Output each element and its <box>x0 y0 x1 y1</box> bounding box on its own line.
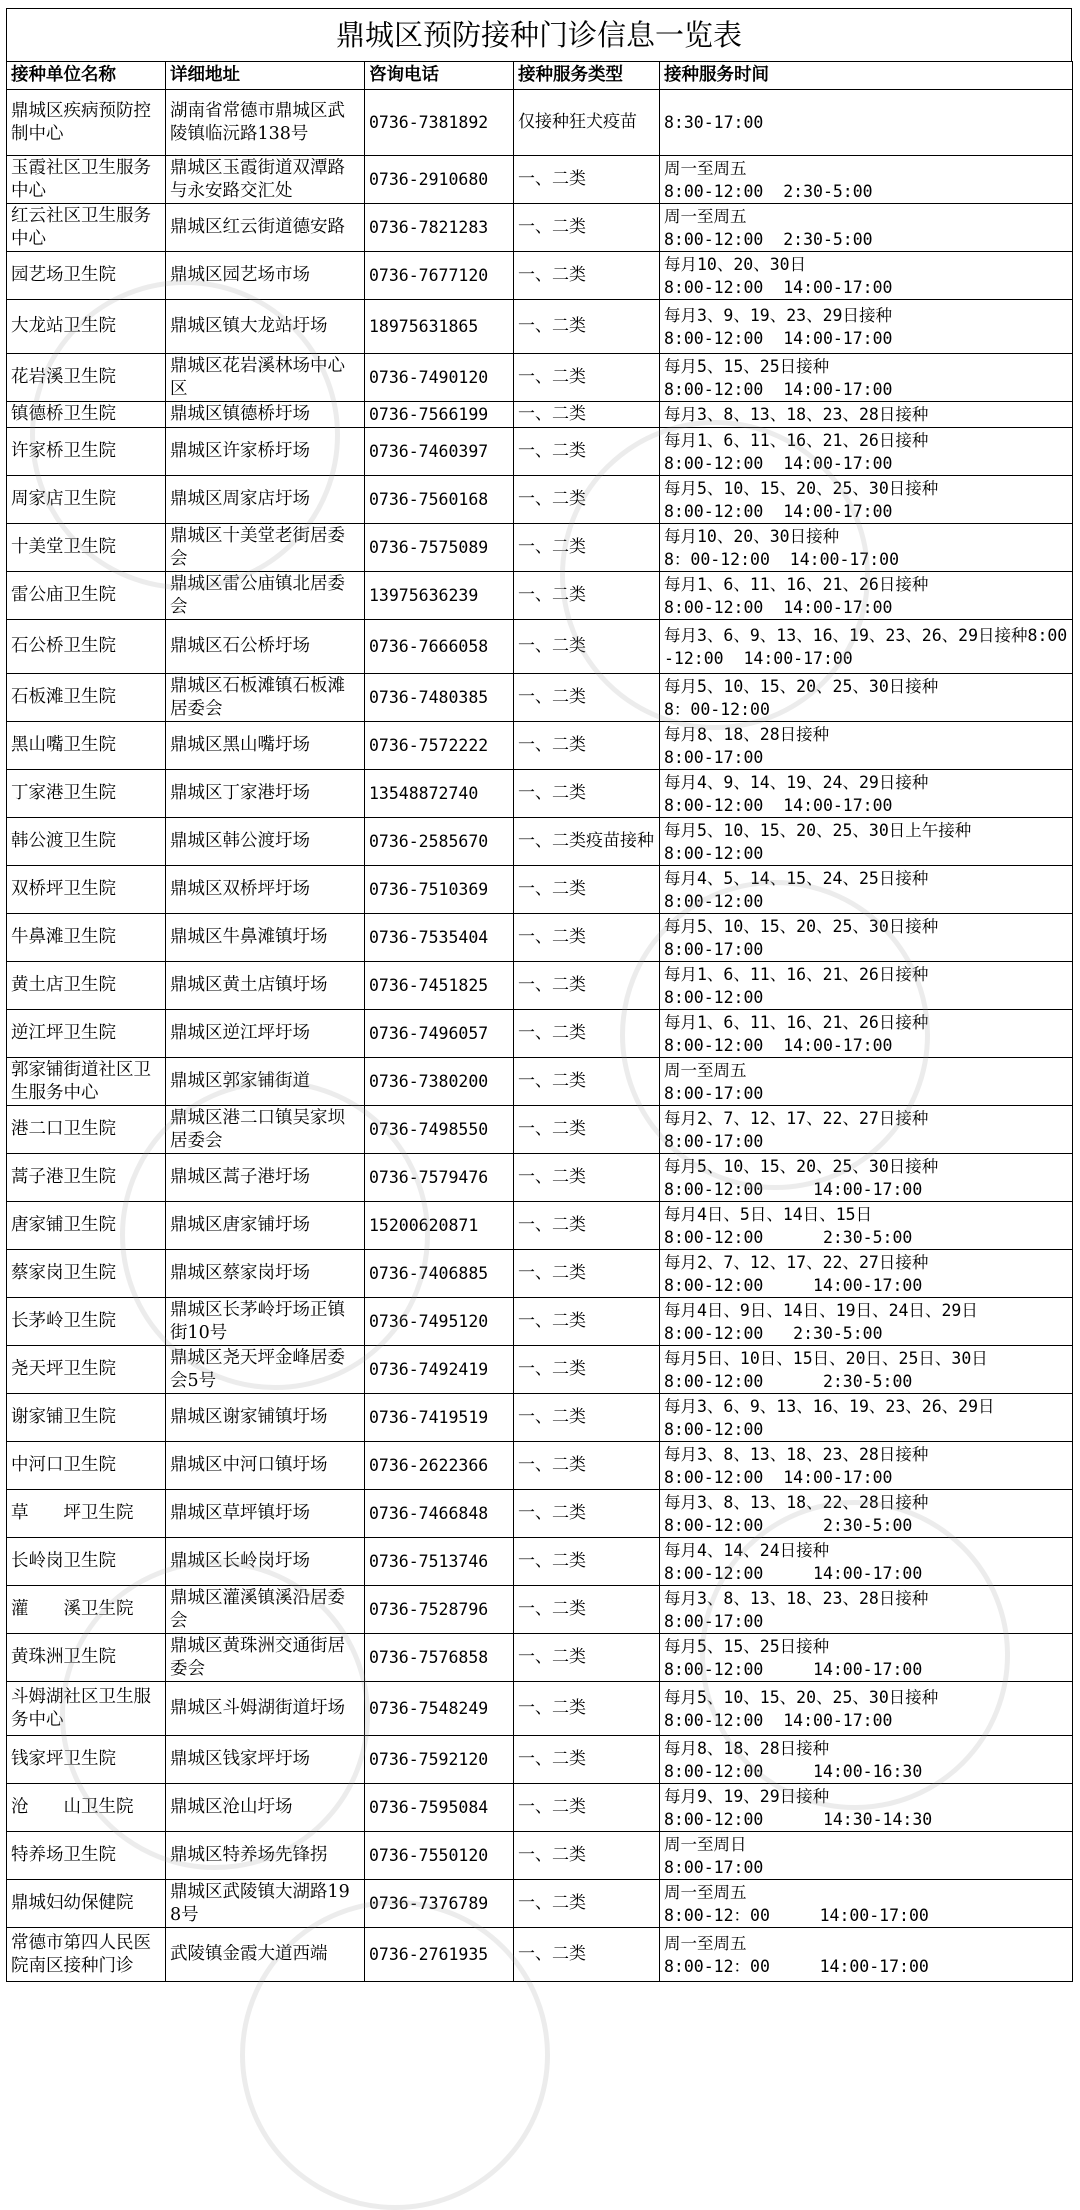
cell-name: 雷公庙卫生院 <box>7 572 166 620</box>
cell-time: 每月1、6、11、16、21、26日接种 8:00-12:00 14:00-17:00 <box>660 572 1073 620</box>
cell-phone: 0736-2585670 <box>365 818 514 866</box>
cell-type: 一、二类 <box>514 674 660 722</box>
table-row <box>7 1880 1073 1928</box>
table-row <box>7 1106 1073 1154</box>
cell-name: 大龙站卫生院 <box>7 300 166 354</box>
cell-name: 尧天坪卫生院 <box>7 1346 166 1394</box>
table-row <box>7 722 1073 770</box>
cell-type: 一、二类 <box>514 1634 660 1682</box>
cell-time: 8:30-17:00 <box>660 90 1073 156</box>
cell-type: 一、二类 <box>514 1490 660 1538</box>
cell-name: 长岭岗卫生院 <box>7 1538 166 1586</box>
cell-address: 鼎城区沧山圩场 <box>166 1784 365 1832</box>
cell-time: 每月3、9、19、23、29日接种 8:00-12:00 14:00-17:00 <box>660 300 1073 354</box>
cell-address: 鼎城区丁家港圩场 <box>166 770 365 818</box>
table-row <box>7 402 1073 428</box>
cell-type: 一、二类 <box>514 1154 660 1202</box>
cell-address: 鼎城区黄珠洲交通街居委会 <box>166 1634 365 1682</box>
cell-type: 一、二类 <box>514 1298 660 1346</box>
cell-address: 鼎城区黄土店镇圩场 <box>166 962 365 1010</box>
page-title: 鼎城区预防接种门诊信息一览表 <box>6 8 1072 61</box>
cell-phone: 0736-7406885 <box>365 1250 514 1298</box>
cell-time: 每月3、8、13、18、23、28日接种 8:00-12:00 14:00-17:00 <box>660 1442 1073 1490</box>
cell-phone: 0736-7460397 <box>365 428 514 476</box>
cell-phone: 15200620871 <box>365 1202 514 1250</box>
cell-time: 每月4、14、24日接种 8:00-12:00 14:00-17:00 <box>660 1538 1073 1586</box>
cell-type: 一、二类 <box>514 1346 660 1394</box>
table-row <box>7 1832 1073 1880</box>
cell-type: 一、二类 <box>514 300 660 354</box>
cell-address: 鼎城区草坪镇圩场 <box>166 1490 365 1538</box>
table-row <box>7 620 1073 674</box>
cell-phone: 0736-7575089 <box>365 524 514 572</box>
cell-time: 周一至周五 8:00-12:00 2:30-5:00 <box>660 204 1073 252</box>
cell-address: 鼎城区镇大龙站圩场 <box>166 300 365 354</box>
cell-name: 特养场卫生院 <box>7 1832 166 1880</box>
cell-name: 许家桥卫生院 <box>7 428 166 476</box>
cell-address: 鼎城区蔡家岗圩场 <box>166 1250 365 1298</box>
cell-time: 每月1、6、11、16、21、26日接种 8:00-12:00 <box>660 962 1073 1010</box>
cell-type: 一、二类 <box>514 428 660 476</box>
cell-address: 鼎城区双桥坪圩场 <box>166 866 365 914</box>
cell-time: 每月5日、10日、15日、20日、25日、30日 8:00-12:00 2:30-5:00 <box>660 1346 1073 1394</box>
cell-name: 花岩溪卫生院 <box>7 354 166 402</box>
cell-address: 鼎城区钱家坪圩场 <box>166 1736 365 1784</box>
cell-address: 鼎城区许家桥圩场 <box>166 428 365 476</box>
table-row <box>7 1634 1073 1682</box>
table-row <box>7 674 1073 722</box>
cell-type: 一、二类 <box>514 524 660 572</box>
header-name: 接种单位名称 <box>7 62 166 90</box>
cell-phone: 0736-7595084 <box>365 1784 514 1832</box>
cell-type: 一、二类 <box>514 914 660 962</box>
cell-time: 每月1、6、11、16、21、26日接种 8:00-12:00 14:00-17:00 <box>660 1010 1073 1058</box>
cell-time: 每月10、20、30日接种 8：00-12:00 14:00-17:00 <box>660 524 1073 572</box>
cell-phone: 0736-7535404 <box>365 914 514 962</box>
cell-type: 一、二类 <box>514 1928 660 1982</box>
cell-phone: 0736-7495120 <box>365 1298 514 1346</box>
cell-address: 鼎城区牛鼻滩镇圩场 <box>166 914 365 962</box>
cell-type: 一、二类 <box>514 1394 660 1442</box>
cell-address: 鼎城区园艺场市场 <box>166 252 365 300</box>
cell-name: 草 坪卫生院 <box>7 1490 166 1538</box>
table-row <box>7 1202 1073 1250</box>
cell-time: 每月4日、9日、14日、19日、24日、29日 8:00-12:00 2:30-5:00 <box>660 1298 1073 1346</box>
cell-time: 每月3、6、9、13、16、19、23、26、29日 8:00-12:00 <box>660 1394 1073 1442</box>
cell-time: 每月2、7、12、17、22、27日接种 8:00-12:00 14:00-17:00 <box>660 1250 1073 1298</box>
cell-name: 鼎城区疾病预防控制中心 <box>7 90 166 156</box>
cell-type: 一、二类 <box>514 620 660 674</box>
cell-phone: 0736-2761935 <box>365 1928 514 1982</box>
cell-type: 一、二类 <box>514 1010 660 1058</box>
cell-name: 蒿子港卫生院 <box>7 1154 166 1202</box>
header-type: 接种服务类型 <box>514 62 660 90</box>
cell-type: 一、二类 <box>514 1736 660 1784</box>
cell-name: 周家店卫生院 <box>7 476 166 524</box>
cell-name: 郭家铺街道社区卫生服务中心 <box>7 1058 166 1106</box>
cell-address: 鼎城区长茅岭圩场正镇街10号 <box>166 1298 365 1346</box>
cell-name: 长茅岭卫生院 <box>7 1298 166 1346</box>
table-row <box>7 1058 1073 1106</box>
cell-address: 鼎城区长岭岗圩场 <box>166 1538 365 1586</box>
cell-phone: 0736-2622366 <box>365 1442 514 1490</box>
cell-type: 一、二类 <box>514 1832 660 1880</box>
cell-address: 武陵镇金霞大道西端 <box>166 1928 365 1982</box>
clinic-table <box>6 61 1073 1982</box>
cell-name: 黄土店卫生院 <box>7 962 166 1010</box>
table-row <box>7 818 1073 866</box>
table-row <box>7 770 1073 818</box>
cell-name: 斗姆湖社区卫生服务中心 <box>7 1682 166 1736</box>
cell-phone: 0736-7566199 <box>365 402 514 428</box>
table-row <box>7 1784 1073 1832</box>
table-row <box>7 914 1073 962</box>
cell-phone: 0736-7498550 <box>365 1106 514 1154</box>
cell-address: 鼎城区中河口镇圩场 <box>166 1442 365 1490</box>
header-time: 接种服务时间 <box>660 62 1073 90</box>
table-row <box>7 476 1073 524</box>
cell-type: 一、二类 <box>514 770 660 818</box>
cell-phone: 13548872740 <box>365 770 514 818</box>
cell-phone: 13975636239 <box>365 572 514 620</box>
cell-time: 每月5、10、15、20、25、30日接种 8:00-17:00 <box>660 914 1073 962</box>
table-row <box>7 1010 1073 1058</box>
cell-type: 一、二类 <box>514 1106 660 1154</box>
table-row <box>7 156 1073 204</box>
cell-address: 鼎城区韩公渡圩场 <box>166 818 365 866</box>
cell-type: 一、二类 <box>514 252 660 300</box>
cell-address: 鼎城区灌溪镇溪沿居委会 <box>166 1586 365 1634</box>
cell-phone: 0736-7560168 <box>365 476 514 524</box>
cell-type: 一、二类 <box>514 572 660 620</box>
cell-time: 周一至周五 8:00-12：00 14:00-17:00 <box>660 1880 1073 1928</box>
cell-time: 每月1、6、11、16、21、26日接种 8:00-12:00 14:00-17:00 <box>660 428 1073 476</box>
cell-address: 鼎城区郭家铺街道 <box>166 1058 365 1106</box>
table-row <box>7 1442 1073 1490</box>
cell-name: 谢家铺卫生院 <box>7 1394 166 1442</box>
cell-name: 逆江坪卫生院 <box>7 1010 166 1058</box>
cell-type: 一、二类 <box>514 204 660 252</box>
cell-type: 一、二类 <box>514 476 660 524</box>
table-row <box>7 428 1073 476</box>
table-row <box>7 204 1073 252</box>
cell-address: 鼎城区玉霞街道双潭路与永安路交汇处 <box>166 156 365 204</box>
cell-name: 牛鼻滩卫生院 <box>7 914 166 962</box>
cell-time: 每月5、10、15、20、25、30日接种 8:00-12:00 14:00-17:00 <box>660 1682 1073 1736</box>
cell-type: 一、二类 <box>514 722 660 770</box>
cell-type: 一、二类 <box>514 866 660 914</box>
cell-name: 唐家铺卫生院 <box>7 1202 166 1250</box>
cell-address: 鼎城区石板滩镇石板滩居委会 <box>166 674 365 722</box>
cell-time: 每月3、6、9、13、16、19、23、26、29日接种8:00-12:00 14:00-17:00 <box>660 620 1073 674</box>
cell-type: 一、二类 <box>514 1682 660 1736</box>
cell-name: 园艺场卫生院 <box>7 252 166 300</box>
table-row <box>7 252 1073 300</box>
cell-type: 一、二类 <box>514 1586 660 1634</box>
cell-name: 沧 山卫生院 <box>7 1784 166 1832</box>
cell-time: 每月5、10、15、20、25、30日上午接种 8:00-12:00 <box>660 818 1073 866</box>
schedule-sheet <box>6 8 1072 1982</box>
cell-name: 常德市第四人民医院南区接种门诊 <box>7 1928 166 1982</box>
cell-address: 鼎城区雷公庙镇北居委会 <box>166 572 365 620</box>
table-row <box>7 1682 1073 1736</box>
cell-address: 鼎城区谢家铺镇圩场 <box>166 1394 365 1442</box>
cell-phone: 0736-7466848 <box>365 1490 514 1538</box>
cell-time: 每月5、15、25日接种 8:00-12:00 14:00-17:00 <box>660 354 1073 402</box>
cell-name: 丁家港卫生院 <box>7 770 166 818</box>
table-body <box>7 90 1073 1982</box>
table-row <box>7 90 1073 156</box>
cell-phone: 0736-7510369 <box>365 866 514 914</box>
cell-time: 每月5、15、25日接种 8:00-12:00 14:00-17:00 <box>660 1634 1073 1682</box>
header-row <box>7 62 1073 90</box>
cell-time: 周一至周五 8:00-12：00 14:00-17:00 <box>660 1928 1073 1982</box>
cell-time: 周一至周五 8:00-12:00 2:30-5:00 <box>660 156 1073 204</box>
cell-time: 每月4、5、14、15、24、25日接种 8:00-12:00 <box>660 866 1073 914</box>
cell-phone: 0736-7451825 <box>365 962 514 1010</box>
cell-name: 石公桥卫生院 <box>7 620 166 674</box>
cell-name: 钱家坪卫生院 <box>7 1736 166 1784</box>
cell-phone: 0736-2910680 <box>365 156 514 204</box>
cell-address: 鼎城区斗姆湖街道圩场 <box>166 1682 365 1736</box>
cell-address: 鼎城区石公桥圩场 <box>166 620 365 674</box>
cell-type: 一、二类 <box>514 962 660 1010</box>
cell-address: 鼎城区尧天坪金峰居委会5号 <box>166 1346 365 1394</box>
cell-name: 港二口卫生院 <box>7 1106 166 1154</box>
table-row <box>7 1538 1073 1586</box>
cell-address: 鼎城区武陵镇大湖路198号 <box>166 1880 365 1928</box>
cell-phone: 0736-7579476 <box>365 1154 514 1202</box>
cell-phone: 0736-7419519 <box>365 1394 514 1442</box>
cell-address: 鼎城区红云街道德安路 <box>166 204 365 252</box>
cell-type: 一、二类 <box>514 1058 660 1106</box>
cell-time: 每月4、9、14、19、24、29日接种 8:00-12:00 14:00-17:00 <box>660 770 1073 818</box>
cell-name: 鼎城妇幼保健院 <box>7 1880 166 1928</box>
cell-type: 一、二类 <box>514 156 660 204</box>
header-address: 详细地址 <box>166 62 365 90</box>
cell-type: 仅接种狂犬疫苗 <box>514 90 660 156</box>
cell-name: 玉霞社区卫生服务中心 <box>7 156 166 204</box>
cell-name: 灌 溪卫生院 <box>7 1586 166 1634</box>
cell-name: 双桥坪卫生院 <box>7 866 166 914</box>
cell-name: 红云社区卫生服务中心 <box>7 204 166 252</box>
cell-phone: 0736-7480385 <box>365 674 514 722</box>
table-row <box>7 1154 1073 1202</box>
cell-time: 每月3、8、13、18、23、28日接种 8:00-17:00 <box>660 1586 1073 1634</box>
cell-phone: 0736-7666058 <box>365 620 514 674</box>
cell-phone: 0736-7490120 <box>365 354 514 402</box>
cell-time: 每月8、18、28日接种 8:00-17:00 <box>660 722 1073 770</box>
cell-address: 鼎城区周家店圩场 <box>166 476 365 524</box>
table-row <box>7 1928 1073 1982</box>
cell-time: 每月5、10、15、20、25、30日接种 8:00-12:00 14:00-17:00 <box>660 476 1073 524</box>
cell-name: 石板滩卫生院 <box>7 674 166 722</box>
table-row <box>7 524 1073 572</box>
cell-phone: 0736-7821283 <box>365 204 514 252</box>
table-row <box>7 1250 1073 1298</box>
cell-name: 韩公渡卫生院 <box>7 818 166 866</box>
cell-time: 每月3、8、13、18、23、28日接种 <box>660 402 1073 428</box>
cell-type: 一、二类 <box>514 1784 660 1832</box>
cell-name: 黑山嘴卫生院 <box>7 722 166 770</box>
cell-type: 一、二类 <box>514 1538 660 1586</box>
cell-type: 一、二类 <box>514 1250 660 1298</box>
cell-time: 每月4日、5日、14日、15日 8:00-12:00 2:30-5:00 <box>660 1202 1073 1250</box>
cell-address: 鼎城区黑山嘴圩场 <box>166 722 365 770</box>
cell-type: 一、二类 <box>514 1442 660 1490</box>
table-row <box>7 866 1073 914</box>
cell-address: 鼎城区唐家铺圩场 <box>166 1202 365 1250</box>
cell-name: 黄珠洲卫生院 <box>7 1634 166 1682</box>
cell-time: 每月8、18、28日接种 8:00-12:00 14:00-16:30 <box>660 1736 1073 1784</box>
table-row <box>7 1490 1073 1538</box>
cell-phone: 0736-7572222 <box>365 722 514 770</box>
cell-phone: 0736-7576858 <box>365 1634 514 1682</box>
table-row <box>7 1346 1073 1394</box>
cell-phone: 0736-7677120 <box>365 252 514 300</box>
cell-phone: 18975631865 <box>365 300 514 354</box>
cell-address: 鼎城区特养场先锋拐 <box>166 1832 365 1880</box>
cell-time: 周一至周日 8:00-17:00 <box>660 1832 1073 1880</box>
cell-name: 中河口卫生院 <box>7 1442 166 1490</box>
cell-time: 每月3、8、13、18、22、28日接种 8:00-12:00 2:30-5:00 <box>660 1490 1073 1538</box>
table-row <box>7 572 1073 620</box>
cell-phone: 0736-7528796 <box>365 1586 514 1634</box>
table-row <box>7 354 1073 402</box>
header-phone: 咨询电话 <box>365 62 514 90</box>
cell-type: 一、二类疫苗接种 <box>514 818 660 866</box>
cell-phone: 0736-7592120 <box>365 1736 514 1784</box>
cell-address: 鼎城区花岩溪林场中心区 <box>166 354 365 402</box>
cell-address: 湖南省常德市鼎城区武陵镇临沅路138号 <box>166 90 365 156</box>
cell-address: 鼎城区蒿子港圩场 <box>166 1154 365 1202</box>
cell-address: 鼎城区港二口镇吴家坝居委会 <box>166 1106 365 1154</box>
cell-address: 鼎城区镇德桥圩场 <box>166 402 365 428</box>
table-row <box>7 1394 1073 1442</box>
cell-time: 周一至周五 8:00-17:00 <box>660 1058 1073 1106</box>
cell-type: 一、二类 <box>514 354 660 402</box>
table-row <box>7 1736 1073 1784</box>
cell-address: 鼎城区逆江坪圩场 <box>166 1010 365 1058</box>
cell-type: 一、二类 <box>514 402 660 428</box>
table-row <box>7 1298 1073 1346</box>
cell-phone: 0736-7376789 <box>365 1880 514 1928</box>
cell-time: 每月2、7、12、17、22、27日接种 8:00-17:00 <box>660 1106 1073 1154</box>
cell-name: 蔡家岗卫生院 <box>7 1250 166 1298</box>
cell-phone: 0736-7380200 <box>365 1058 514 1106</box>
cell-time: 每月10、20、30日 8:00-12:00 14:00-17:00 <box>660 252 1073 300</box>
cell-name: 镇德桥卫生院 <box>7 402 166 428</box>
table-row <box>7 1586 1073 1634</box>
cell-phone: 0736-7381892 <box>365 90 514 156</box>
cell-time: 每月9、19、29日接种 8:00-12:00 14:30-14:30 <box>660 1784 1073 1832</box>
table-row <box>7 962 1073 1010</box>
cell-time: 每月5、10、15、20、25、30日接种 8:00-12:00 14:00-17:00 <box>660 1154 1073 1202</box>
cell-time: 每月5、10、15、20、25、30日接种 8：00-12:00 <box>660 674 1073 722</box>
cell-type: 一、二类 <box>514 1202 660 1250</box>
cell-phone: 0736-7496057 <box>365 1010 514 1058</box>
cell-phone: 0736-7550120 <box>365 1832 514 1880</box>
cell-phone: 0736-7548249 <box>365 1682 514 1736</box>
table-row <box>7 300 1073 354</box>
cell-name: 十美堂卫生院 <box>7 524 166 572</box>
cell-phone: 0736-7513746 <box>365 1538 514 1586</box>
cell-address: 鼎城区十美堂老街居委会 <box>166 524 365 572</box>
cell-phone: 0736-7492419 <box>365 1346 514 1394</box>
cell-type: 一、二类 <box>514 1880 660 1928</box>
